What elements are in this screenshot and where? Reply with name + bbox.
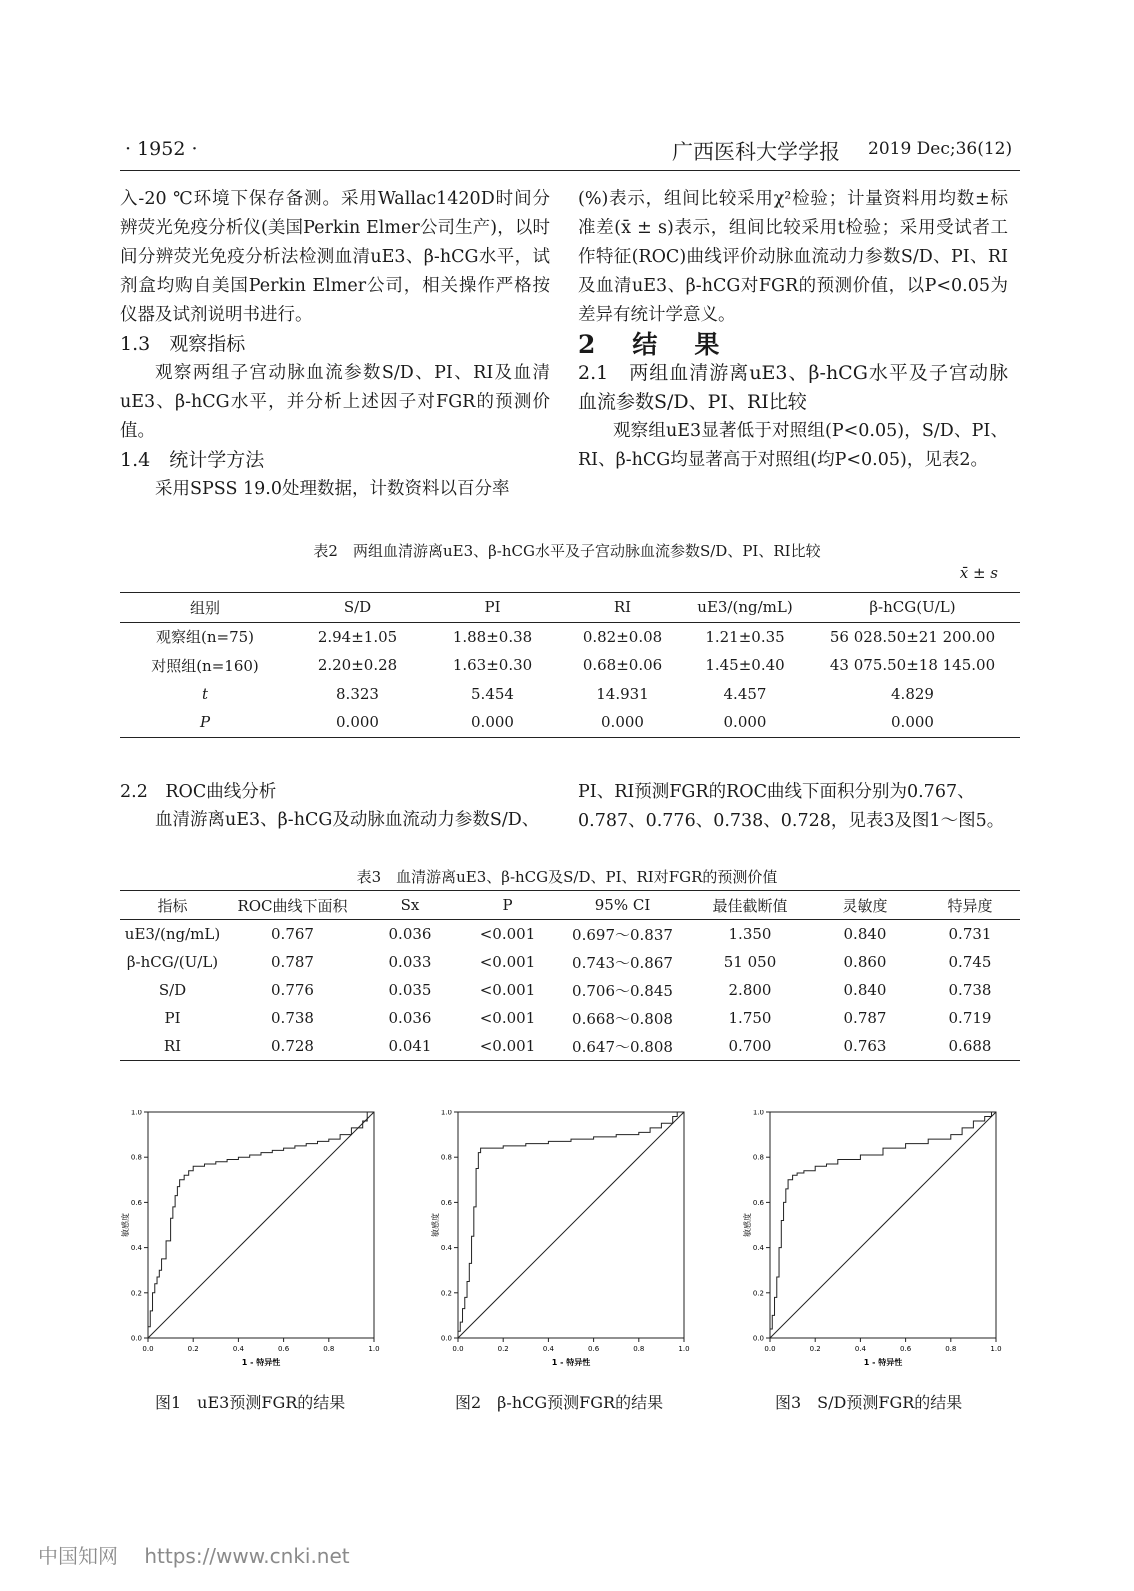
table-cell: 0.035 xyxy=(388,981,432,999)
table-row xyxy=(120,708,1020,737)
y-tick-label: 0.0 xyxy=(752,1334,764,1343)
y-tick-label: 0.2 xyxy=(130,1289,142,1298)
paragraph: 入-20 ℃环境下保存备测。采用Wallac1420D时间分辨荧光免疫分析仪(美国Perkin Elmer公司生产)，以时间分辨荧光免疫分析法检测血清uE3、β-hCG水平，试剂盒均购自美国Perkin Elmer公司，相关操作严格按仪器及试剂说明书进行。 xyxy=(120,189,550,325)
y-tick-label: 1.0 xyxy=(130,1110,142,1117)
y-tick-label: 0.8 xyxy=(752,1153,764,1162)
paragraph: PI、RI预测FGR的ROC曲线下面积分别为0.767、0.787、0.776、0.738、0.728，见表3及图1～图5。 xyxy=(578,782,1005,831)
roc-chart-bhcg xyxy=(428,1110,698,1370)
y-tick-label: 0.6 xyxy=(130,1198,142,1207)
x-tick-label: 0.6 xyxy=(900,1345,912,1353)
table-cell: 0.860 xyxy=(843,953,887,971)
x-axis-label: 1 - 特异性 xyxy=(241,1358,281,1367)
table-cell: 0.000 xyxy=(560,708,685,737)
table-header-cell: PI xyxy=(425,593,560,623)
table-cell: 2.800 xyxy=(728,981,772,999)
table-cell: 4.829 xyxy=(891,684,934,703)
table-cell: <0.001 xyxy=(479,1009,536,1027)
figure-caption: 图3 S/D预测FGR的结果 xyxy=(775,1393,963,1412)
table-row xyxy=(120,680,1020,709)
table-cell: 0.688 xyxy=(920,1032,1020,1061)
table-cell: 0.787 xyxy=(271,953,314,971)
table-cell: 0.738 xyxy=(271,1009,314,1027)
table2 xyxy=(120,592,1020,738)
page-number: · 1952 · xyxy=(125,138,198,160)
right-column xyxy=(578,185,1008,475)
x-axis-label: 1 - 特异性 xyxy=(551,1358,591,1367)
table-cell: 0.000 xyxy=(685,708,805,737)
y-axis-label: 敏感度 xyxy=(743,1213,752,1237)
table-cell: 0.036 xyxy=(388,925,432,943)
table-cell: 0.719 xyxy=(948,1009,992,1027)
table-header-cell: β-hCG(U/L) xyxy=(805,593,1020,623)
table-cell: 对照组(n=160) xyxy=(151,656,259,675)
reference-line xyxy=(148,1112,374,1338)
table-cell: 1.350 xyxy=(728,925,772,943)
table-header-cell: S/D xyxy=(290,593,425,623)
table-row xyxy=(120,1004,1020,1032)
table-header-cell: 指标 xyxy=(120,891,225,920)
reference-line xyxy=(458,1112,684,1338)
table-cell: <0.001 xyxy=(460,1032,555,1061)
table-cell: 0.728 xyxy=(225,1032,360,1061)
paragraph: 采用SPSS 19.0处理数据，计数资料以百分率 xyxy=(155,479,510,499)
y-axis-label: 敏感度 xyxy=(431,1213,440,1237)
x-tick-label: 0.2 xyxy=(809,1345,821,1353)
x-tick-label: 0.0 xyxy=(142,1345,154,1353)
paragraph: 观察组uE3显著低于对照组(P<0.05)，S/D、PI、RI、β-hCG均显著高于对照组(均P<0.05)，见表2。 xyxy=(578,421,1008,470)
table-header-cell: P xyxy=(460,891,555,920)
table-cell: 0.763 xyxy=(810,1032,920,1061)
paragraph: 血清游离uE3、β-hCG及动脉血流动力参数S/D、 xyxy=(155,810,540,830)
figure-caption: 图2 β-hCG预测FGR的结果 xyxy=(455,1393,664,1412)
table-cell: 1.63±0.30 xyxy=(452,656,533,675)
x-tick-label: 1.0 xyxy=(990,1345,1002,1353)
table-cell: t xyxy=(201,684,209,703)
table-header-cell: ROC曲线下面积 xyxy=(225,891,360,920)
table-cell: 观察组(n=75) xyxy=(155,628,255,647)
y-tick-label: 0.2 xyxy=(440,1289,452,1298)
table-cell: 1.88±0.38 xyxy=(452,627,533,646)
table-cell: 0.668～0.808 xyxy=(572,1009,673,1028)
y-tick-label: 0.2 xyxy=(752,1289,764,1298)
table-cell: 1.21±0.35 xyxy=(705,627,785,646)
table3 xyxy=(120,890,1020,1061)
table-cell: 0.787 xyxy=(843,1009,887,1027)
x-tick-label: 0.4 xyxy=(232,1345,244,1353)
table-cell: <0.001 xyxy=(479,981,536,999)
y-tick-label: 0.4 xyxy=(130,1244,142,1253)
table-cell: 1.45±0.40 xyxy=(705,656,785,675)
table-cell: 0.000 xyxy=(805,708,1020,737)
y-tick-label: 1.0 xyxy=(752,1110,764,1117)
paragraph: (%)表示，组间比较采用χ²检验；计量资料用均数±标准差(x̄ ± s)表示，组间比较采用t检验；采用受试者工作特征(ROC)曲线评价动脉血流动力参数S/D、PI、RI及血清uE3、β-hCG对FGR的预测价值，以P<0.05为差异有统计学意义。 xyxy=(578,189,1008,325)
y-tick-label: 1.0 xyxy=(440,1110,452,1117)
table-header-cell: 95% CI xyxy=(555,891,690,920)
x-tick-label: 0.0 xyxy=(452,1345,464,1353)
left-column xyxy=(120,185,550,504)
table-cell: 0.706～0.845 xyxy=(572,981,673,1000)
x-tick-label: 0.6 xyxy=(588,1345,600,1353)
table-cell: RI xyxy=(120,1032,225,1061)
footer xyxy=(38,1540,350,1569)
table-cell: 0.697～0.837 xyxy=(572,925,673,944)
y-tick-label: 0.6 xyxy=(440,1198,452,1207)
table-cell: 0.767 xyxy=(271,925,314,943)
x-tick-label: 0.4 xyxy=(854,1345,866,1353)
table-row xyxy=(120,948,1020,976)
table-cell: 56 028.50±21 200.00 xyxy=(829,627,996,646)
table-cell: P xyxy=(120,708,290,737)
paragraph: 观察两组子宫动脉血流参数S/D、PI、RI及血清uE3、β-hCG水平，并分析上述因子对FGR的预测价值。 xyxy=(120,363,550,441)
table-cell: 0.036 xyxy=(388,1009,432,1027)
table-cell: 0.000 xyxy=(290,708,425,737)
table-header-row xyxy=(120,891,1020,920)
table-cell: 0.840 xyxy=(843,981,887,999)
footer-brand: 中国知网 xyxy=(38,1544,118,1568)
table-header-cell: 灵敏度 xyxy=(810,891,920,920)
table-header-cell: 组别 xyxy=(120,593,290,623)
table-cell: 0.700 xyxy=(690,1032,810,1061)
roc-chart-uE3 xyxy=(118,1110,388,1370)
table-cell: S/D xyxy=(158,981,187,999)
x-tick-label: 1.0 xyxy=(368,1345,380,1353)
table-header-cell: Sx xyxy=(360,891,460,920)
x-tick-label: 0.2 xyxy=(497,1345,509,1353)
table-row xyxy=(120,622,1020,651)
table-cell: 14.931 xyxy=(596,684,649,703)
x-axis-label: 1 - 特异性 xyxy=(863,1358,903,1367)
section-heading: 2.1 两组血清游离uE3、β-hCG水平及子宫动脉血流参数S/D、PI、RI比较 xyxy=(578,362,1008,413)
section-heading: 1.3 观察指标 xyxy=(120,333,246,355)
x-tick-label: 0.4 xyxy=(542,1345,554,1353)
table-row xyxy=(120,651,1020,680)
reference-line xyxy=(770,1112,996,1338)
x-tick-label: 0.8 xyxy=(633,1345,645,1353)
table-cell: 0.82±0.08 xyxy=(582,627,663,646)
table-cell: 0.033 xyxy=(388,953,432,971)
roc-chart-sd xyxy=(740,1110,1010,1370)
table-header-row xyxy=(120,593,1020,623)
journal-title: 广西医科大学学报 xyxy=(672,140,840,164)
table-cell: 0.743～0.867 xyxy=(572,953,673,972)
table-cell: PI xyxy=(164,1009,181,1027)
table-row xyxy=(120,976,1020,1004)
table-cell: 0.000 xyxy=(425,708,560,737)
y-tick-label: 0.4 xyxy=(440,1244,452,1253)
journal-issue: 2019 Dec;36(12) xyxy=(868,139,1013,159)
x-tick-label: 0.6 xyxy=(278,1345,290,1353)
x-tick-label: 0.8 xyxy=(945,1345,957,1353)
y-tick-label: 0.4 xyxy=(752,1244,764,1253)
figure-caption: 图1 uE3预测FGR的结果 xyxy=(155,1393,346,1412)
y-tick-label: 0.0 xyxy=(440,1334,452,1343)
table-cell: uE3/(ng/mL) xyxy=(124,925,221,943)
y-tick-label: 0.8 xyxy=(130,1153,142,1162)
table-cell: 0.776 xyxy=(271,981,314,999)
results-heading: 2 结 果 xyxy=(578,330,726,359)
y-tick-label: 0.6 xyxy=(752,1198,764,1207)
table2-caption: 表2 两组血清游离uE3、β-hCG水平及子宫动脉血流参数S/D、PI、RI比较 xyxy=(313,542,821,560)
table-cell: <0.001 xyxy=(479,925,536,943)
table-row xyxy=(120,920,1020,949)
table-header-cell: RI xyxy=(560,593,685,623)
table-cell: 0.68±0.06 xyxy=(582,656,663,675)
section-heading: 1.4 统计学方法 xyxy=(120,449,265,471)
table3-caption: 表3 血清游离uE3、β-hCG及S/D、PI、RI对FGR的预测价值 xyxy=(356,868,778,886)
x-tick-label: 0.2 xyxy=(187,1345,199,1353)
y-tick-label: 0.8 xyxy=(440,1153,452,1162)
x-tick-label: 1.0 xyxy=(678,1345,690,1353)
table-header-cell: 最佳截断值 xyxy=(690,891,810,920)
table-header-cell: 特异度 xyxy=(920,891,1020,920)
x-tick-label: 0.8 xyxy=(323,1345,335,1353)
header-rule xyxy=(120,170,1020,171)
table-cell: 1.750 xyxy=(728,1009,772,1027)
table-cell: 8.323 xyxy=(336,684,379,703)
table-cell: 43 075.50±18 145.00 xyxy=(829,656,996,675)
y-axis-label: 敏感度 xyxy=(121,1213,130,1237)
table-cell: 0.041 xyxy=(360,1032,460,1061)
table-cell: 2.20±0.28 xyxy=(317,656,398,675)
section-heading: 2.2 ROC曲线分析 xyxy=(120,782,277,802)
table-cell: 4.457 xyxy=(723,684,767,703)
x-tick-label: 0.0 xyxy=(764,1345,776,1353)
table-cell: 0.738 xyxy=(948,981,992,999)
table-row xyxy=(120,1032,1020,1061)
table-cell: 5.454 xyxy=(471,684,514,703)
table-cell: 2.94±1.05 xyxy=(317,627,398,646)
table-cell: β-hCG/(U/L) xyxy=(126,953,219,971)
table2-unit: x̄ ± s xyxy=(959,564,998,582)
table-cell: <0.001 xyxy=(479,953,536,971)
table-cell: 0.731 xyxy=(948,925,992,943)
table-cell: 0.745 xyxy=(948,953,992,971)
table-cell: 51 050 xyxy=(723,953,777,971)
table-cell: 0.647～0.808 xyxy=(555,1032,690,1061)
y-tick-label: 0.0 xyxy=(130,1334,142,1343)
table-header-cell: uE3/(ng/mL) xyxy=(685,593,805,623)
table-cell: 0.840 xyxy=(843,925,887,943)
footer-url: https://www.cnki.net xyxy=(144,1544,350,1568)
